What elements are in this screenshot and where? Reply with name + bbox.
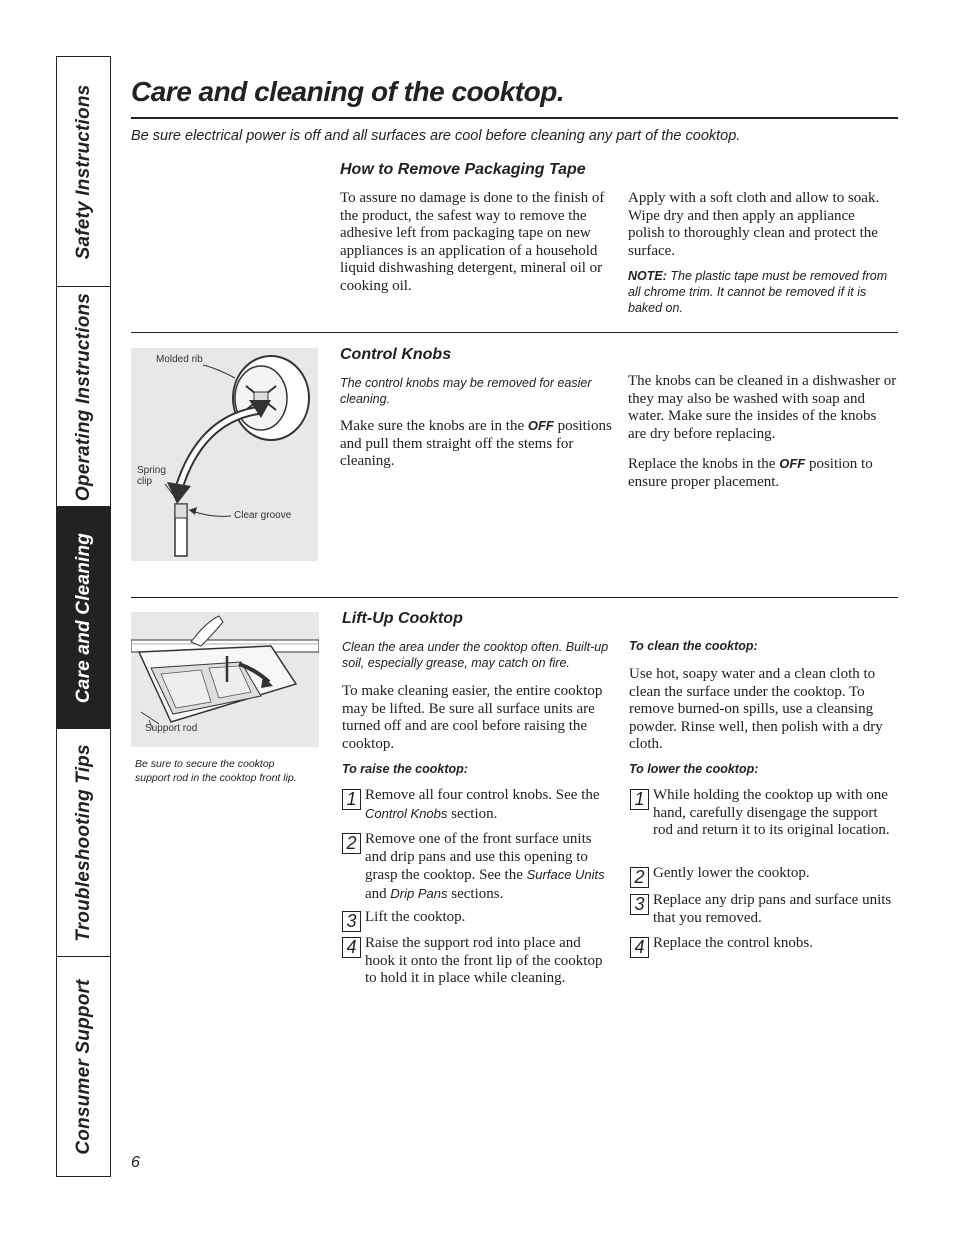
note-label: NOTE: — [628, 269, 667, 283]
control-knobs-heading: Control Knobs — [340, 346, 452, 363]
control-knobs-text-2: The knobs can be cleaned in a dishwasher or they may also be washed with soap and water. Make sure the insides of the knobs are dry before replacing. — [628, 373, 897, 442]
intro-warning: Be sure electrical power is off and all surfaces are cool before cleaning any part of the cooktop. — [131, 128, 741, 144]
off-label: OFF — [779, 456, 806, 471]
step-number: 3 — [630, 894, 649, 915]
control-knob-illustration — [131, 348, 318, 561]
tab-safety-instructions[interactable]: Safety Instructions — [57, 57, 110, 287]
off-label: OFF — [527, 418, 554, 433]
raise-cooktop-heading: To raise the cooktop: — [342, 762, 468, 776]
tab-consumer-support[interactable]: Consumer Support — [72, 978, 94, 1155]
label-spring-clip: Spring clip — [137, 465, 166, 487]
lift-up-cooktop-heading: Lift-Up Cooktop — [342, 610, 463, 627]
title-rule — [131, 117, 898, 119]
lift-up-note: Clean the area under the cooktop often. Built-up soil, especially grease, may catch on fire. — [342, 640, 609, 670]
lift-up-text: To make cleaning easier, the entire cooktop may be lifted. Be sure all surface units are turned off and are cool before raising the cooktop. — [342, 683, 603, 752]
section-divider-2 — [131, 597, 898, 598]
packaging-text-1: To assure no damage is done to the finish of the product, the safest way to remove the adhesive left from packaging tape on new appliances is an application of a household liquid dishwashing detergent, mineral oil or cooking oil. — [340, 190, 605, 294]
packaging-note — [628, 268, 900, 316]
step-number: 4 — [630, 937, 649, 958]
control-knobs-note: The control knobs may be removed for easier cleaning. — [340, 376, 592, 406]
packaging-text-2: Apply with a soft cloth and allow to soak. Wipe dry and then apply an appliance polish to thoroughly clean and protect the surface. — [628, 190, 880, 259]
lift-up-cooktop-illustration — [131, 612, 319, 747]
page-title: Care and cleaning of the cooktop. — [131, 76, 565, 107]
packaging-heading: How to Remove Packaging Tape — [340, 161, 586, 178]
support-rod-caption: Be sure to secure the cooktop support rod in the cooktop front lip. — [135, 758, 297, 784]
step-number: 2 — [342, 833, 361, 854]
label-clear-groove: Clear groove — [234, 510, 292, 521]
tab-operating-instructions[interactable]: Operating Instructions — [57, 287, 110, 507]
step-number: 3 — [342, 911, 361, 932]
clean-cooktop-text: Use hot, soapy water and a clean cloth to clean the surface under the cooktop. To remove burned-on spills, use a cleansing powder. Rinse well, then polish with a dry cloth. — [629, 666, 883, 752]
step-number: 2 — [630, 867, 649, 888]
note-text: The plastic tape must be removed from all chrome trim. It cannot be removed if it is baked on. — [628, 269, 888, 315]
label-molded-rib: Molded rib — [156, 354, 203, 365]
tab-troubleshooting-tips[interactable]: Troubleshooting Tips — [57, 729, 110, 957]
step-number: 1 — [342, 789, 361, 810]
tab-care-and-cleaning[interactable]: Care and Cleaning — [57, 507, 110, 729]
label-support-rod: Support rod — [145, 723, 198, 734]
page-number: 6 — [131, 1154, 140, 1171]
control-knobs-text-3: Replace the knobs in the OFF position to ensure proper placement. — [628, 456, 873, 490]
step-number: 4 — [342, 937, 361, 958]
lower-cooktop-heading: To lower the cooktop: — [629, 762, 759, 776]
step-number: 1 — [630, 789, 649, 810]
section-divider-1 — [131, 332, 898, 333]
side-tab-navigation — [56, 56, 111, 1177]
control-knobs-text-1: Make sure the knobs are in the OFF positions and pull them straight off the stems for cleaning. — [340, 418, 612, 469]
knob-drawing — [131, 348, 318, 561]
clean-cooktop-heading: To clean the cooktop: — [629, 639, 758, 653]
